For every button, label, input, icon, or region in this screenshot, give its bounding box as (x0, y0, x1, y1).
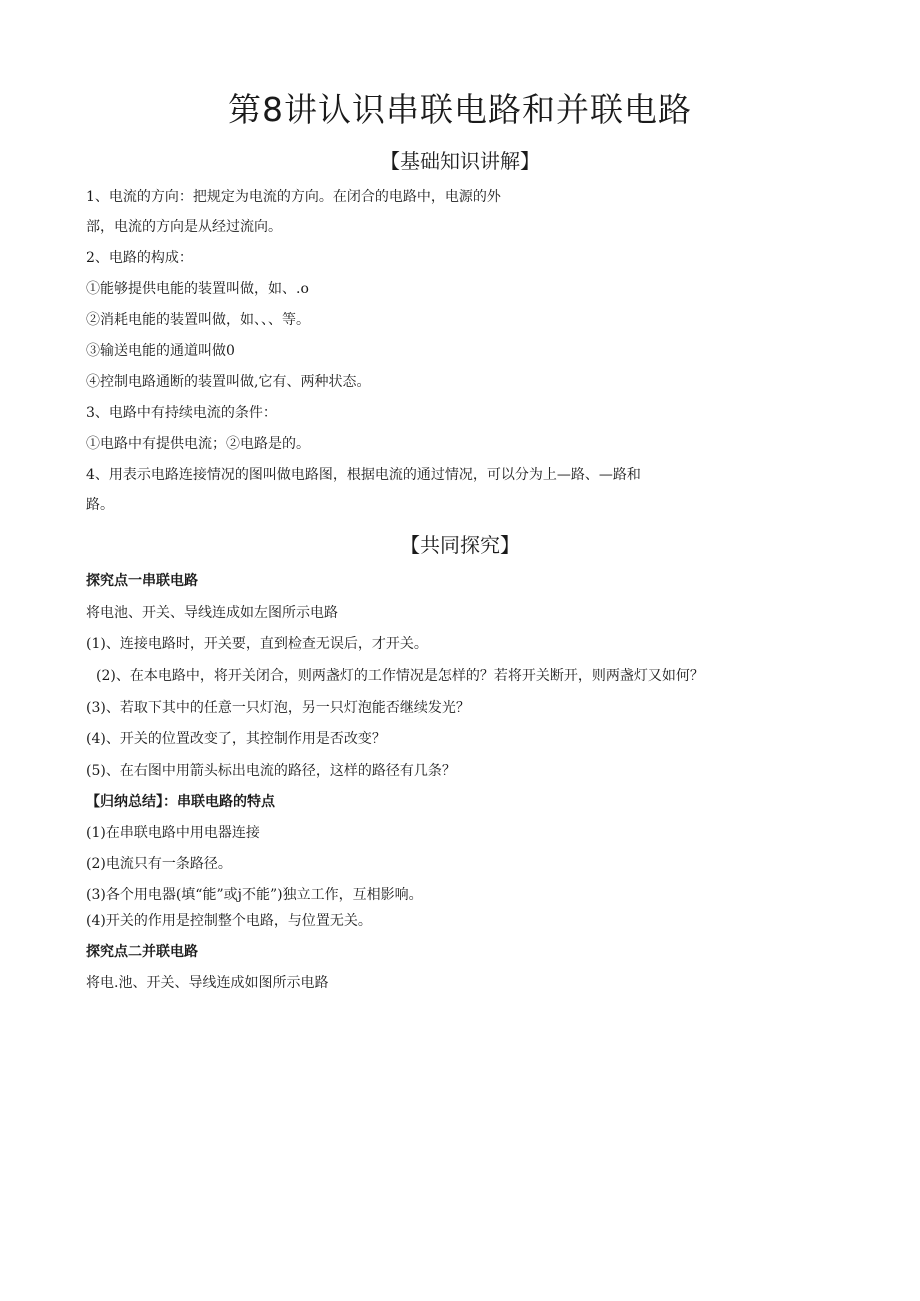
page-title: 第8讲认识串联电路和并联电路 (228, 90, 692, 129)
point2-intro: 将电.池、开关、导线连成如图所示电路 (86, 975, 329, 991)
basics-line: ①能够提供电能的装置叫做，如、.o (86, 281, 309, 297)
basics-line: 部，电流的方向是从经过流向。 (86, 219, 282, 235)
summary-item: (1)在串联电路中用电器连接 (86, 825, 260, 841)
point1-title: 探究点一串联电路 (86, 573, 198, 589)
point1-question: (4)、开关的位置改变了，其控制作用是否改变？ (86, 731, 386, 747)
summary-item: (2)电流只有一条路径。 (86, 856, 232, 872)
point1-intro: 将电池、开关、导线连成如左图所示电路 (86, 605, 338, 621)
summary-title: 【归纳总结】：串联电路的特点 (86, 794, 275, 810)
point1-question: (3)、若取下其中的任意一只灯泡，另一只灯泡能否继续发光？ (86, 700, 470, 716)
point2-title: 探究点二并联电路 (86, 944, 198, 960)
point1-question: (1)、连接电路时，开关要，直到检查无误后，才开关。 (86, 636, 428, 652)
basics-line: 1、电流的方向：把规定为电流的方向。在闭合的电路中，电源的外 (86, 189, 501, 205)
summary-item: (4)开关的作用是控制整个电路，与位置无关。 (86, 913, 372, 929)
point1-question: (2)、在本电路中，将开关闭合，则两盏灯的工作情况是怎样的？若将开关断开，则两盏灯又如何？ (96, 668, 704, 684)
basics-line: ③输送电能的通道叫做0 (86, 343, 235, 359)
basics-line: 2、电路的构成： (86, 250, 193, 266)
basics-heading: 【基础知识讲解】 (380, 149, 540, 173)
basics-line: ①电路中有提供电流；②电路是的。 (86, 436, 310, 452)
point1-question: (5)、在右图中用箭头标出电流的路径，这样的路径有几条？ (86, 763, 456, 779)
basics-line: ④控制电路通断的装置叫做,它有、两种状态。 (86, 374, 371, 390)
basics-line: ②消耗电能的装置叫做，如、、、等。 (86, 312, 310, 328)
explore-heading: 【共同探究】 (400, 533, 520, 557)
basics-line: 3、电路中有持续电流的条件： (86, 405, 277, 421)
summary-item: (3)各个用电器(填“能”或j不能”)独立工作，互相影响。 (86, 887, 423, 903)
basics-line: 路。 (86, 497, 114, 513)
basics-line: 4、用表示电路连接情况的图叫做电路图，根据电流的通过情况，可以分为上—路、—路和 (86, 467, 641, 483)
